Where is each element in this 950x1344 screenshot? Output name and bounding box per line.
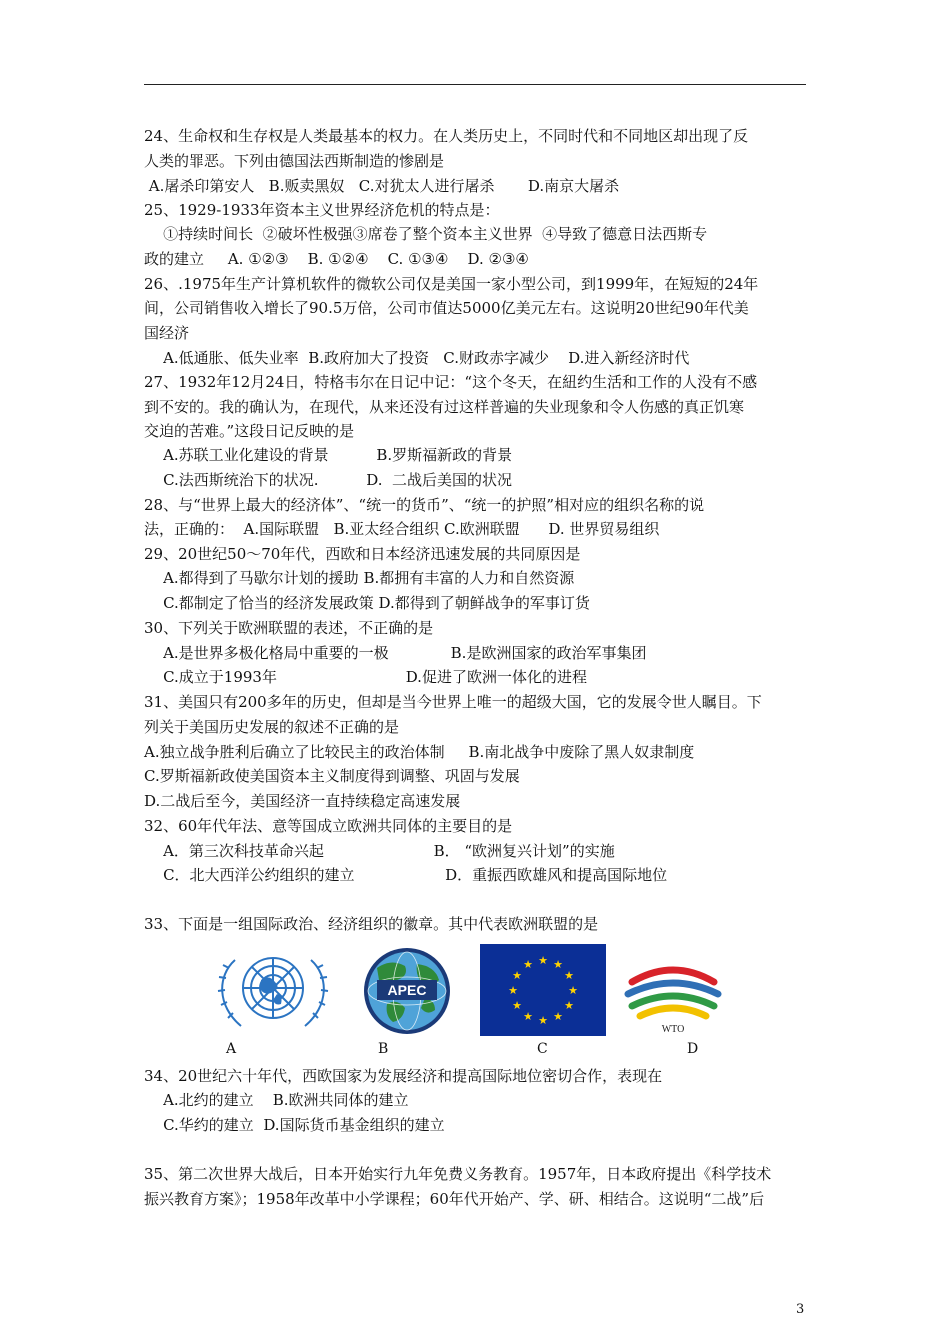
q35-line-1: 35、第二次世界大战后，日本开始实行九年免费义务教育。1957年，日本政府提出《科学技术 — [144, 1165, 772, 1183]
q31-option-c: C.罗斯福新政使美国资本主义制度得到调整、巩固与发展 — [144, 767, 520, 785]
eu-star-icon: ★ — [512, 969, 522, 982]
q30-line-1: 30、下列关于欧洲联盟的表述，不正确的是 — [144, 619, 434, 637]
q34-options-cd: C.华约的建立 D.国际货币基金组织的建立 — [144, 1116, 445, 1134]
q29-line-1: 29、20世纪50～70年代，西欧和日本经济迅速发展的共同原因是 — [144, 545, 581, 563]
eu-star-icon: ★ — [568, 984, 578, 997]
eu-star-icon: ★ — [523, 1010, 533, 1023]
q25-line-1: 25、1929-1933年资本主义世界经济危机的特点是： — [144, 201, 500, 219]
eu-star-icon: ★ — [564, 969, 574, 982]
logo-caption-b: B — [378, 1041, 389, 1057]
q32-options-ab: A．第三次科技革命兴起 B． “欧洲复兴计划”的实施 — [144, 842, 615, 860]
q27-line-3: 交迫的苦难。”这段日记反映的是 — [144, 422, 355, 440]
q25-line-2: ①持续时间长 ②破坏性极强③席卷了整个资本主义世界 ④导致了德意日法西斯专 — [144, 225, 708, 243]
q25-options: 政的建立 A. ①②③ B. ①②④ C. ①③④ D. ②③④ — [144, 250, 529, 268]
q32-line-1: 32、60年代年法、意等国成立欧洲共同体的主要目的是 — [144, 817, 513, 835]
logo-caption-c: C — [537, 1041, 548, 1057]
wto-logo — [618, 948, 728, 1036]
q26-line-2: 间，公司销售收入增长了90.5万倍，公司市值达5000亿美元左右。这说明20世纪90年代美 — [144, 299, 749, 317]
q29-options-ab: A.都得到了马歇尔计划的援助 B.都拥有丰富的人力和自然资源 — [144, 569, 575, 587]
q27-options-cd: C.法西斯统治下的状况. D. 二战后美国的状况 — [144, 471, 513, 489]
q24-line-1: 24、生命权和生存权是人类最基本的权力。在人类历史上，不同时代和不同地区却出现了反 — [144, 127, 749, 145]
q34-options-ab: A.北约的建立 B.欧洲共同体的建立 — [144, 1091, 409, 1109]
un-emblem-logo — [211, 946, 335, 1036]
eu-star-icon: ★ — [523, 958, 533, 971]
q28-line-1: 28、与“世界上最大的经济体”、“统一的货币”、“统一的护照”相对应的组织名称的说 — [144, 496, 705, 514]
eu-star-icon: ★ — [553, 958, 563, 971]
q31-line-2: 列关于美国历史发展的叙述不正确的是 — [144, 718, 400, 736]
eu-star-icon: ★ — [538, 1014, 548, 1027]
q31-option-d: D.二战后至今，美国经济一直持续稳定高速发展 — [144, 792, 461, 810]
q26-options: A.低通胀、低失业率 B.政府加大了投资 C.财政赤字减少 D.进入新经济时代 — [144, 349, 690, 367]
q29-options-cd: C.都制定了恰当的经济发展政策 D.都得到了朝鲜战争的军事订货 — [144, 594, 590, 612]
q26-line-3: 国经济 — [144, 324, 190, 342]
eu-star-icon: ★ — [538, 954, 548, 967]
eu-star-icon: ★ — [508, 984, 518, 997]
q35-line-2: 振兴教育方案》；1958年改革中小学课程；60年代开始产、学、研、相结合。这说明“二战”后 — [144, 1190, 765, 1208]
q30-options-ab: A.是世界多极化格局中重要的一极 B.是欧洲国家的政治军事集团 — [144, 644, 647, 662]
q24-line-2: 人类的罪恶。下列由德国法西斯制造的惨剧是 — [144, 152, 445, 170]
logo-caption-a: A — [226, 1041, 237, 1057]
apec-globe-logo — [347, 946, 467, 1036]
eu-star-icon: ★ — [564, 999, 574, 1012]
q27-line-2: 到不安的。我的确认为，在现代，从来还没有过这样普遍的失业现象和令人伤感的真正饥寒 — [144, 398, 745, 416]
q30-options-cd: C.成立于1993年 D.促进了欧洲一体化的进程 — [144, 668, 587, 686]
eu-flag-logo — [480, 944, 606, 1036]
apec-logo-text: APEC — [387, 982, 427, 998]
q32-options-cd: C．北大西洋公约组织的建立 D．重振西欧雄风和提高国际地位 — [144, 866, 668, 884]
q33-line-1: 33、下面是一组国际政治、经济组织的徽章。其中代表欧洲联盟的是 — [144, 915, 599, 933]
logo-caption-d: D — [687, 1041, 699, 1057]
q28-line-2: 法，正确的： A.国际联盟 B.亚太经合组织 C.欧洲联盟 D. 世界贸易组织 — [144, 520, 660, 538]
q27-options-ab: A.苏联工业化建设的背景 B.罗斯福新政的背景 — [144, 446, 513, 464]
eu-star-icon: ★ — [553, 1010, 563, 1023]
q34-line-1: 34、20世纪六十年代，西欧国家为发展经济和提高国际地位密切合作，表现在 — [144, 1067, 663, 1085]
q27-line-1: 27、1932年12月24日，特格韦尔在日记中记：“这个冬天，在紐约生活和工作的人没有不感 — [144, 373, 758, 391]
q26-line-1: 26、.1975年生产计算机软件的微软公司仅是美国一家小型公司，到1999年，在短短的24年 — [144, 275, 759, 293]
q24-options: A.屠杀印第安人 B.贩卖黑奴 C.对犹太人进行屠杀 D.南京大屠杀 — [144, 177, 620, 195]
header-rule — [144, 84, 806, 85]
page-number: 3 — [796, 1302, 805, 1317]
wto-logo-text: WTO — [661, 1024, 685, 1035]
q31-option-ab: A.独立战争胜利后确立了比较民主的政治体制 B.南北战争中废除了黑人奴隶制度 — [144, 743, 695, 761]
eu-star-icon: ★ — [512, 999, 522, 1012]
q31-line-1: 31、美国只有200多年的历史，但却是当今世界上唯一的超级大国，它的发展令世人瞩目。下 — [144, 693, 762, 711]
